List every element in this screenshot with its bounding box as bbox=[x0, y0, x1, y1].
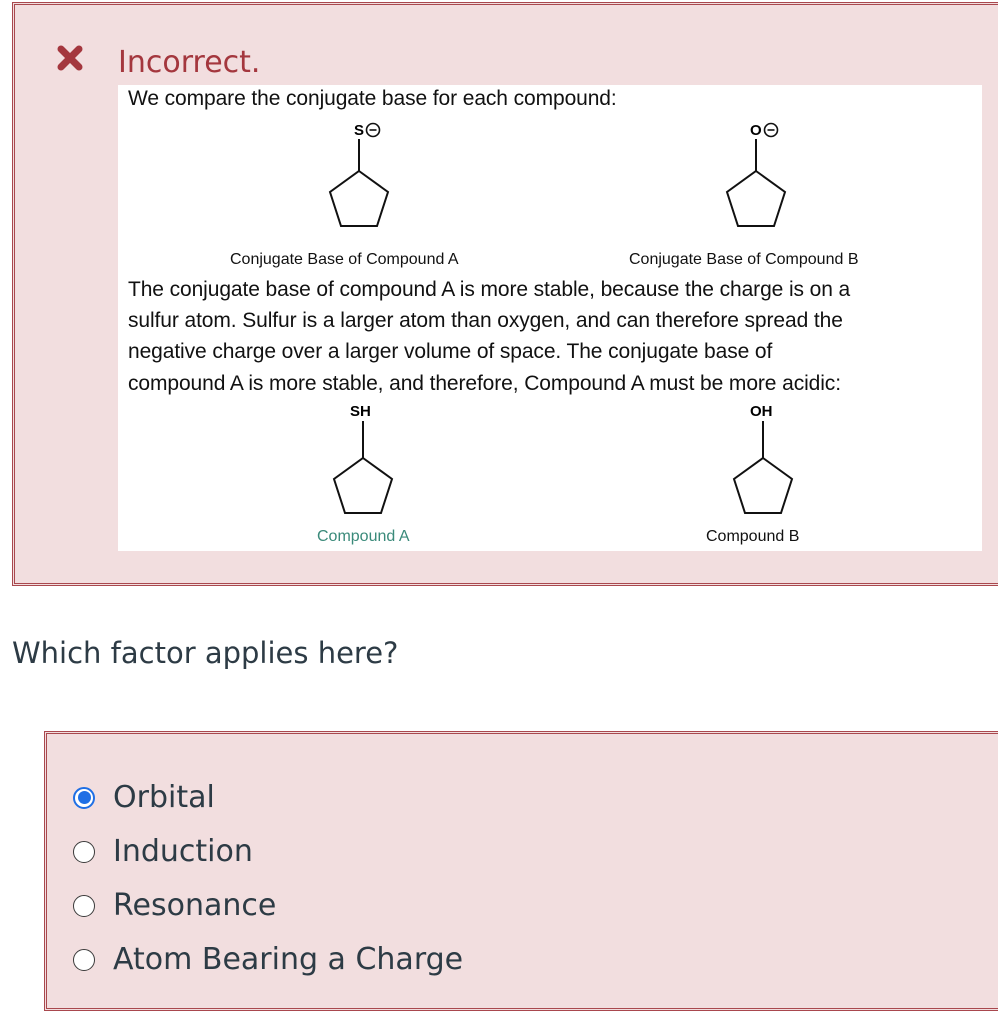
option-label[interactable]: Induction bbox=[113, 834, 253, 869]
conjugate-base-b-structure bbox=[727, 122, 785, 226]
explanation-line: sulfur atom. Sulfur is a larger atom than oxygen, and can therefore spread the bbox=[128, 309, 843, 332]
option-label[interactable]: Resonance bbox=[113, 888, 277, 923]
explanation-image bbox=[118, 85, 982, 551]
incorrect-feedback-panel bbox=[12, 2, 998, 586]
x-icon bbox=[55, 43, 85, 73]
explanation-line: negative charge over a larger volume of space. The conjugate base of bbox=[128, 340, 773, 363]
option-orbital[interactable] bbox=[73, 780, 215, 815]
answer-options-panel bbox=[44, 731, 998, 1011]
base-a-atom: S bbox=[354, 122, 365, 139]
option-label[interactable]: Atom Bearing a Charge bbox=[113, 942, 464, 977]
conjugate-base-a-label: Conjugate Base of Compound A bbox=[230, 251, 459, 268]
radio-selected-icon[interactable] bbox=[73, 787, 95, 809]
explanation-intro: We compare the conjugate base for each compound: bbox=[128, 87, 617, 110]
question-prompt: Which factor applies here? bbox=[12, 636, 399, 670]
explanation-line: The conjugate base of compound A is more stable, because the charge is on a bbox=[128, 278, 851, 301]
radio-icon[interactable] bbox=[73, 841, 95, 863]
compound-a-label: Compound A bbox=[317, 528, 410, 545]
conjugate-base-a-structure bbox=[330, 122, 388, 226]
compound-a-structure bbox=[334, 403, 392, 513]
compound-b-group: OH bbox=[750, 403, 773, 420]
feedback-title: Incorrect. bbox=[118, 45, 261, 80]
conjugate-base-b-label: Conjugate Base of Compound B bbox=[629, 251, 859, 268]
compound-a-group: SH bbox=[350, 403, 371, 420]
compound-b-structure bbox=[734, 403, 792, 513]
option-resonance[interactable] bbox=[73, 888, 276, 923]
option-induction[interactable] bbox=[73, 834, 253, 869]
base-b-atom: O bbox=[750, 122, 762, 139]
radio-icon[interactable] bbox=[73, 949, 95, 971]
option-label[interactable]: Orbital bbox=[113, 780, 215, 815]
compound-b-label: Compound B bbox=[706, 528, 800, 545]
explanation-line: compound A is more stable, and therefore, Compound A must be more acidic: bbox=[128, 372, 841, 395]
option-atom-bearing-a-charge[interactable] bbox=[73, 942, 463, 977]
radio-icon[interactable] bbox=[73, 895, 95, 917]
